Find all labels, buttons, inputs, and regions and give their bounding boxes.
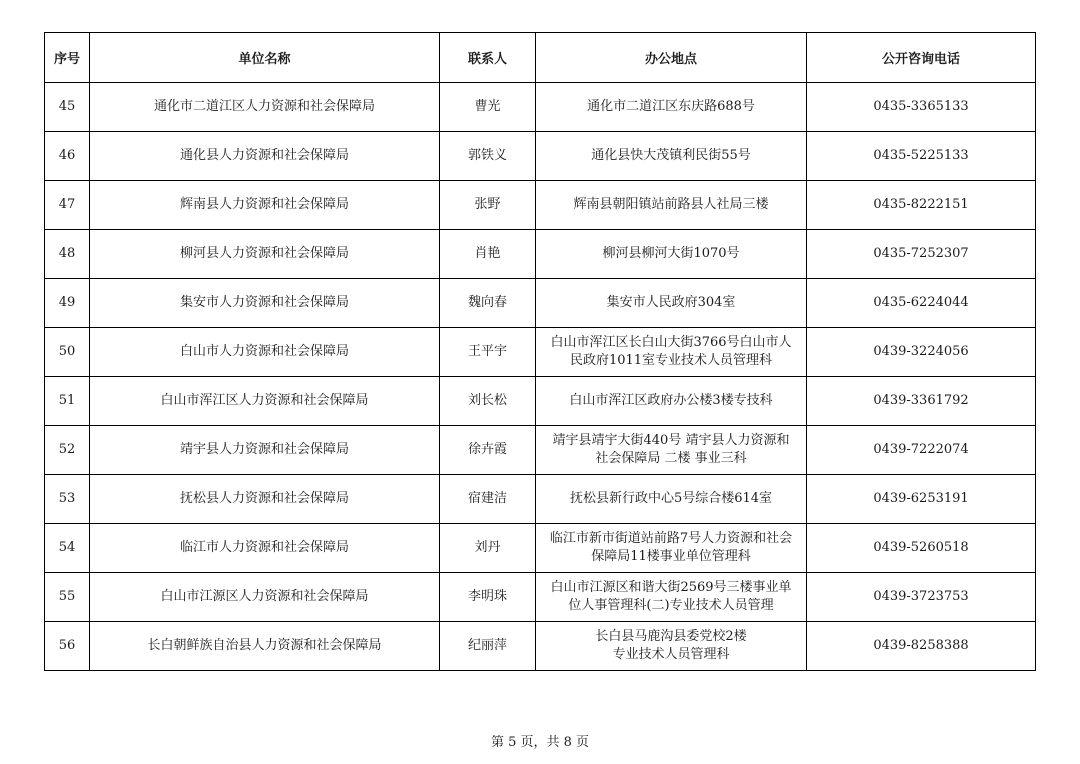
table-row (45, 573, 1036, 622)
table-row (45, 230, 1036, 279)
cell-contact: 郭铁义 (440, 132, 536, 181)
cell-phone: 0435-8222151 (807, 181, 1036, 230)
address-line: 白山市浑江区长白山大街3766号白山市人 (550, 335, 792, 350)
table-row (45, 279, 1036, 328)
cell-index: 46 (45, 132, 90, 181)
cell-phone: 0439-7222074 (807, 426, 1036, 475)
address-line: 抚松县新行政中心5号综合楼614室 (569, 491, 773, 506)
table-row (45, 524, 1036, 573)
header-phone: 公开咨询电话 (807, 33, 1036, 83)
cell-unit: 抚松县人力资源和社会保障局 (90, 475, 440, 524)
cell-address (536, 377, 807, 426)
address-line: 通化县快大茂镇利民街55号 (591, 148, 751, 163)
cell-contact: 肖艳 (440, 230, 536, 279)
cell-address (536, 573, 807, 622)
cell-address (536, 524, 807, 573)
address-line: 长白县马鹿沟县委党校2楼 (595, 629, 747, 644)
address-line: 白山市江源区和谐大街2569号三楼事业单 (550, 580, 792, 595)
address-line: 社会保障局 二楼 事业三科 (595, 451, 747, 466)
cell-address (536, 475, 807, 524)
cell-index: 53 (45, 475, 90, 524)
cell-address (536, 132, 807, 181)
cell-unit: 白山市浑江区人力资源和社会保障局 (90, 377, 440, 426)
contacts-table (44, 32, 1036, 671)
cell-contact: 李明珠 (440, 573, 536, 622)
cell-contact: 徐卉霞 (440, 426, 536, 475)
cell-index: 45 (45, 83, 90, 132)
cell-unit: 白山市人力资源和社会保障局 (90, 328, 440, 377)
header-index: 序号 (45, 33, 90, 83)
table-row (45, 83, 1036, 132)
cell-contact: 刘长松 (440, 377, 536, 426)
cell-index: 49 (45, 279, 90, 328)
address-line: 白山市浑江区政府办公楼3楼专技科 (569, 393, 773, 408)
address-line: 集安市人民政府304室 (606, 295, 736, 310)
table-row (45, 622, 1036, 671)
address-line: 靖宇县靖宇大街440号 靖宇县人力资源和 (552, 433, 790, 448)
cell-index: 48 (45, 230, 90, 279)
cell-contact: 张野 (440, 181, 536, 230)
cell-address (536, 230, 807, 279)
cell-contact: 魏向春 (440, 279, 536, 328)
cell-index: 50 (45, 328, 90, 377)
cell-address (536, 426, 807, 475)
table-row (45, 328, 1036, 377)
cell-index: 51 (45, 377, 90, 426)
cell-phone: 0439-3224056 (807, 328, 1036, 377)
table-body (45, 83, 1036, 671)
page-footer: 第 5 页，共 8 页 (490, 735, 590, 750)
cell-phone: 0435-3365133 (807, 83, 1036, 132)
cell-address (536, 622, 807, 671)
cell-contact: 纪丽萍 (440, 622, 536, 671)
address-line: 柳河县柳河大街1070号 (602, 246, 740, 261)
cell-unit: 通化县人力资源和社会保障局 (90, 132, 440, 181)
address-line: 专业技术人员管理科 (612, 647, 730, 662)
table-row (45, 475, 1036, 524)
address-line: 位人事管理科(二)专业技术人员管理 (568, 598, 774, 613)
address-line: 民政府1011室专业技术人员管理科 (569, 353, 773, 368)
cell-address (536, 181, 807, 230)
cell-unit: 通化市二道江区人力资源和社会保障局 (90, 83, 440, 132)
cell-unit: 辉南县人力资源和社会保障局 (90, 181, 440, 230)
cell-address (536, 328, 807, 377)
cell-unit: 集安市人力资源和社会保障局 (90, 279, 440, 328)
cell-phone: 0439-6253191 (807, 475, 1036, 524)
table-row (45, 426, 1036, 475)
cell-unit: 临江市人力资源和社会保障局 (90, 524, 440, 573)
cell-phone: 0435-6224044 (807, 279, 1036, 328)
address-line: 保障局11楼事业单位管理科 (591, 549, 751, 564)
cell-index: 47 (45, 181, 90, 230)
table-header-row (45, 33, 1036, 83)
table-row (45, 132, 1036, 181)
cell-address (536, 279, 807, 328)
cell-unit: 长白朝鲜族自治县人力资源和社会保障局 (90, 622, 440, 671)
cell-phone: 0439-3361792 (807, 377, 1036, 426)
cell-phone: 0435-7252307 (807, 230, 1036, 279)
cell-phone: 0435-5225133 (807, 132, 1036, 181)
address-line: 临江市新市街道站前路7号人力资源和社会 (549, 531, 793, 546)
cell-phone: 0439-3723753 (807, 573, 1036, 622)
cell-contact: 王平宇 (440, 328, 536, 377)
cell-index: 56 (45, 622, 90, 671)
cell-phone: 0439-5260518 (807, 524, 1036, 573)
cell-index: 55 (45, 573, 90, 622)
address-line: 通化市二道江区东庆路688号 (587, 99, 755, 114)
cell-contact: 曹光 (440, 83, 536, 132)
header-unit: 单位名称 (90, 33, 440, 83)
table-row (45, 377, 1036, 426)
cell-unit: 白山市江源区人力资源和社会保障局 (90, 573, 440, 622)
header-contact: 联系人 (440, 33, 536, 83)
table-row (45, 181, 1036, 230)
cell-phone: 0439-8258388 (807, 622, 1036, 671)
cell-unit: 柳河县人力资源和社会保障局 (90, 230, 440, 279)
cell-index: 52 (45, 426, 90, 475)
cell-contact: 刘丹 (440, 524, 536, 573)
cell-index: 54 (45, 524, 90, 573)
cell-contact: 宿建洁 (440, 475, 536, 524)
cell-unit: 靖宇县人力资源和社会保障局 (90, 426, 440, 475)
cell-address (536, 83, 807, 132)
header-address: 办公地点 (536, 33, 807, 83)
address-line: 辉南县朝阳镇站前路县人社局三楼 (573, 197, 769, 212)
